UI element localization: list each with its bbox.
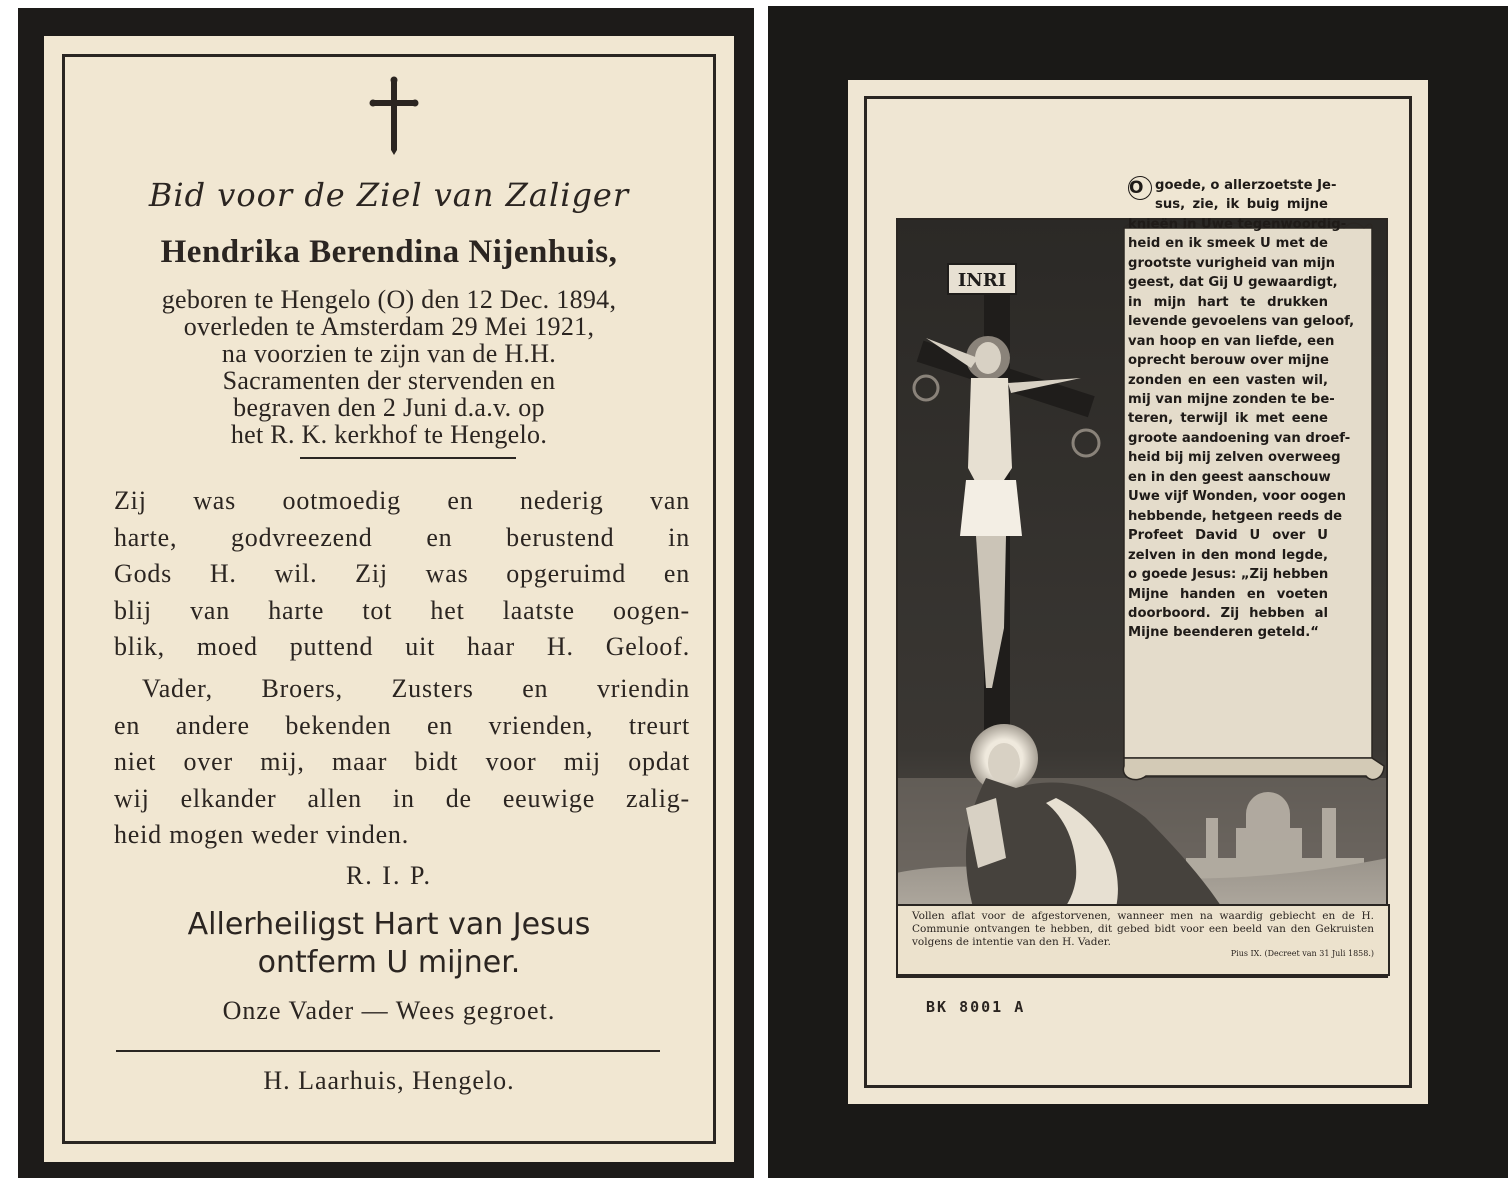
biography	[84, 286, 694, 448]
paragraph-line: wij elkander allen in de eeuwige zalig-	[114, 783, 690, 813]
prayer-line: Mijne handen en voeten	[1128, 586, 1328, 602]
bio-line: geboren te Hengelo (O) den 12 Dec. 1894,	[161, 285, 617, 314]
prayer-line: Allerheiligst Hart van Jesus	[187, 907, 591, 942]
prayer-line: in mijn hart te drukken	[1128, 294, 1328, 310]
prayer-line: teren, terwijl ik met eene	[1128, 411, 1328, 427]
indulgence-reference: Pius IX. (Decreet van 31 Juli 1858.)	[1230, 949, 1374, 958]
intro-line: Bid voor de Ziel van Zaliger	[148, 176, 630, 214]
bio-line: Sacramenten der stervenden en	[222, 366, 556, 395]
paragraph-line: Vader, Broers, Zusters en vriendin	[142, 674, 690, 703]
paragraph-line: en andere bekenden en vrienden, treurt	[114, 710, 690, 740]
divider-long	[116, 1050, 660, 1052]
paragraph-line: blik, moed puttend uit haar H. Geloof.	[114, 632, 690, 661]
prayer-line: hebbende, hetgeen reeds de	[1128, 508, 1343, 524]
bio-line: het R. K. kerkhof te Hengelo.	[230, 420, 548, 449]
prayer-line: doorboord. Zij hebben al	[1128, 605, 1328, 621]
card-paper	[44, 36, 734, 1162]
deceased-name: Hendrika Berendina Nijenhuis,	[160, 234, 618, 270]
prayer-line: heid en ik smeek U met de	[1128, 236, 1328, 252]
catalog-code: BK 8001 A	[926, 998, 1026, 1016]
indulgence-box	[896, 904, 1390, 976]
bio-line: begraven den 2 Juni d.a.v. op	[233, 393, 545, 422]
bio-line: na voorzien te zijn van de H.H.	[221, 339, 557, 368]
drop-cap: O	[1128, 176, 1152, 200]
prayer-line: geest, dat Gij U gewaardigt,	[1128, 275, 1338, 291]
memorial-card-front	[18, 8, 754, 1178]
paragraph-line: blij van harte tot het laatste oogen-	[114, 595, 690, 625]
prayer-line: ontferm U mijner.	[257, 945, 521, 980]
card-paper	[848, 80, 1428, 1104]
prayer-scroll-text	[1128, 176, 1355, 643]
prayer-line: zelven in den mond legde,	[1128, 547, 1328, 563]
prayer-line: Profeet David U over U	[1128, 528, 1328, 544]
prayer-line: zonden en een vasten wil,	[1128, 372, 1328, 388]
rip-text: R. I. P.	[345, 861, 433, 890]
farewell-paragraph	[114, 671, 690, 854]
prayer-line: levende gevoelens van geloof,	[1128, 314, 1355, 330]
prayer-line: grootste vurigheid van mijn	[1128, 255, 1336, 271]
prayer-line: groote aandoening van droef-	[1128, 430, 1351, 446]
paragraph-line: Gods H. wil. Zij was opgeruimd en	[114, 559, 690, 588]
prayer-line: oprecht berouw over mijne	[1128, 353, 1329, 369]
prayer-line: goede, o allerzoetste Je-	[1155, 178, 1337, 193]
prayer-line: van hoop en van liefde, een	[1128, 333, 1335, 349]
card-text	[44, 36, 734, 1162]
indulgence-text: Vollen aflat voor de afgestorvenen, wanneer men na waardig gebiecht en de H. Communie ontvangen te hebben, dit gebed bidt voor een beeld van den Gekruisten volgens de intentie van den H. Vader.	[912, 910, 1374, 948]
paragraph-line: harte, godvreezend en berustend in	[114, 522, 690, 552]
memorial-card-back	[768, 6, 1508, 1178]
prayer-line: o goede Jesus: „Zij hebben	[1128, 567, 1329, 583]
prayer-line: Uwe vijf Wonden, voor oogen	[1128, 489, 1346, 505]
onze-vader-line: Onze Vader — Wees gegroet.	[222, 996, 556, 1025]
cross-icon	[369, 76, 419, 156]
prayer-line: mij van mijne zonden te be-	[1128, 391, 1335, 407]
prayer-line: knieën in Uwe tegenwoordig-	[1128, 216, 1347, 232]
paragraph-line: Zij was ootmoedig en nederig van	[114, 486, 690, 515]
prayer-line: Mijne beenderen geteld.“	[1128, 625, 1319, 641]
prayer-line: en in den geest aanschouw	[1128, 469, 1331, 485]
character-paragraph	[114, 483, 690, 666]
inri-plaque: INRI	[957, 270, 1007, 291]
sacred-heart-prayer	[84, 906, 694, 982]
prayer-line: heid bij mij zelven overweeg	[1128, 450, 1341, 466]
prayer-line: sus, zie, ik buig mijne	[1155, 197, 1328, 213]
paragraph-line: niet over mij, maar bidt voor mij opdat	[114, 747, 690, 776]
divider-short	[300, 457, 516, 459]
printer-credit: H. Laarhuis, Hengelo.	[263, 1066, 515, 1095]
bio-line: overleden te Amsterdam 29 Mei 1921,	[183, 312, 595, 341]
paragraph-line: heid mogen weder vinden.	[114, 820, 410, 849]
